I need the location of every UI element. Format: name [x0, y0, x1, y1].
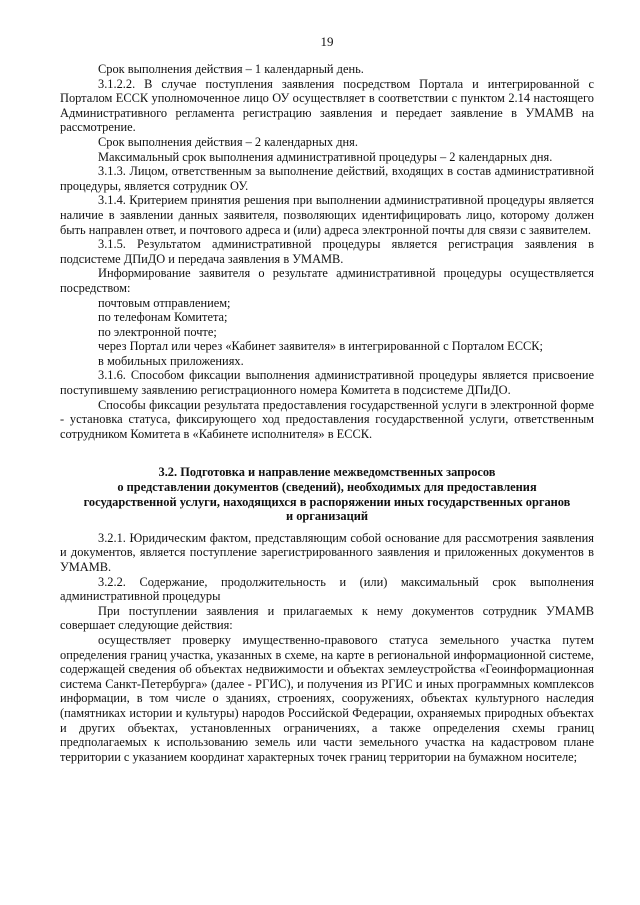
paragraph: 3.1.2.2. В случае поступления заявления посредством Портала и интегрированной с Порталом ЕССК уполномоченное лицо ОУ осуществляет в соответствии с пунктом 2.14 настоящего Административного регламента регистрацию заявления и передает заявление в УМАМВ на рассмотрение. [60, 76, 594, 135]
paragraph: осуществляет проверку имущественно-правового статуса земельного участка путем определения границ участка, указанных в схеме, на карте в региональной информационной системе, содержащей сведения об объектах недвижимости и объектах землеустройства «Геоинформационная система Санкт-Петербурга» (далее - РГИС), и получения из РГИС и иных программных комплексов информации, в том числе о зданиях, строениях, сооружениях, объектах культурного наследия (памятниках истории и культуры) народов Российской Федерации, охраняемых природных объектах и других объектах, установленных ограничениях, а также определения схемы границ предполагаемых к использованию земель или части земельного участка на кадастровом плане территории с указанием координат характерных точек границ территории на бумажном носителе; [60, 632, 594, 764]
list-item: в мобильных приложениях. [98, 353, 244, 368]
paragraph-block-1 [60, 62, 594, 441]
list-item: по телефонам Комитета; [98, 310, 228, 325]
paragraph: 3.2.1. Юридическим фактом, представляющим собой основание для рассмотрения заявления и документов, является поступление зарегистрированного заявления и приложенных документов в УМАМВ. [60, 530, 594, 574]
paragraph: Способы фиксации результата предоставления государственной услуги в электронной форме - установка статуса, фиксирующего ход предоставления государственной услуги, ответственным сотрудником Комитета в «Кабинете исполнителя» в ЕССК. [60, 397, 594, 441]
section-heading: 3.2. Подготовка и направление межведомственных запросов о представлении документов (сведений), необходимых для предоставления государственной услуги, находящихся в распоряжении иных государственных органов и организаций [83, 465, 571, 524]
paragraph: Информирование заявителя о результате административной процедуры осуществляется посредством: [60, 266, 594, 295]
paragraph: Срок выполнения действия – 1 календарный день. [98, 62, 364, 76]
page-number: 19 [320, 34, 334, 49]
list-item: по электронной почте; [98, 324, 217, 339]
paragraph: 3.1.5. Результатом административной процедуры является регистрация заявления в подсистеме ДПиДО и передача заявления в УМАМВ. [60, 237, 594, 266]
paragraph: 3.1.3. Лицом, ответственным за выполнение действий, входящих в состав административной процедуры, является сотрудник ОУ. [60, 164, 594, 193]
paragraph: При поступлении заявления и прилагаемых к нему документов сотрудник УМАМВ совершает следующие действия: [60, 603, 594, 633]
paragraph: 3.2.2. Содержание, продолжительность и (или) максимальный срок выполнения административной процедуры [60, 574, 594, 604]
list-item: через Портал или через «Кабинет заявителя» в интегрированной с Порталом ЕССК; [98, 339, 543, 354]
paragraph: 3.1.6. Способом фиксации выполнения административной процедуры является присвоение поступившему заявлению регистрационного номера Комитета в подсистеме ДПиДО. [60, 368, 594, 398]
paragraph-block-2 [60, 531, 594, 765]
paragraph: Срок выполнения действия – 2 календарных дня. [98, 134, 358, 149]
paragraph: 3.1.4. Критерием принятия решения при выполнении административной процедуры является наличие в заявлении данных заявителя, позволяющих идентифицировать лицо, которому должен быть направлен ответ, и почтового адреса и (или) адреса электронной почты для связи с заявителем. [60, 193, 594, 237]
list-item: почтовым отправлением; [98, 295, 231, 310]
paragraph: Максимальный срок выполнения административной процедуры – 2 календарных дня. [98, 149, 553, 164]
